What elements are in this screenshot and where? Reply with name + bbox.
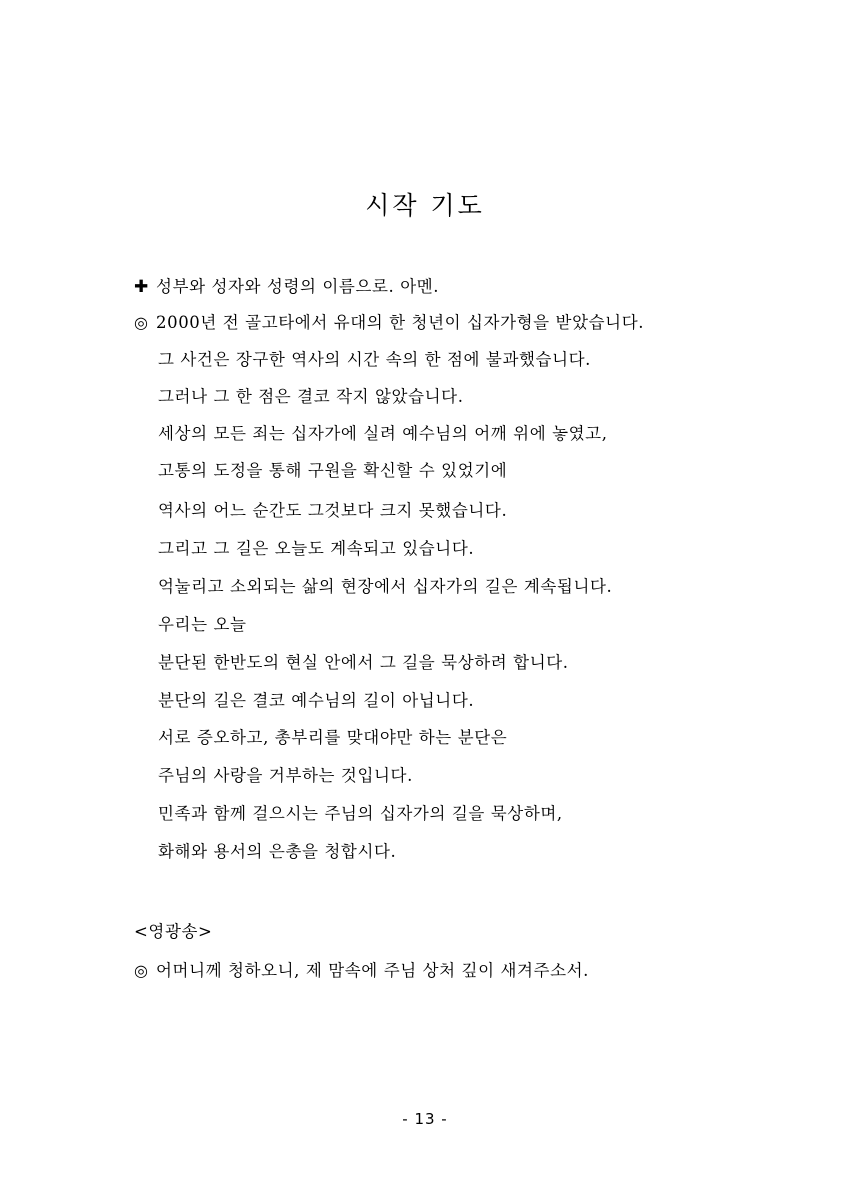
page-number: - 13 - [402, 1110, 448, 1128]
double-circle-icon: ◎ [134, 313, 149, 332]
prayer-line: 그러나 그 한 점은 결코 작지 않았습니다. [158, 387, 464, 406]
hymn-text: 어머니께 청하오니, 제 맘속에 주님 상처 깊이 새겨주소서. [156, 961, 590, 980]
prayer-line: 세상의 모든 죄는 십자가에 실려 예수님의 어깨 위에 놓였고, [158, 424, 608, 443]
prayer-line: 민족과 함께 걸으시는 주님의 십자가의 길을 묵상하며, [158, 804, 563, 823]
prayer-line: 역사의 어느 순간도 그것보다 크지 못했습니다. [158, 501, 508, 520]
prayer-line: 억눌리고 소외되는 삶의 현장에서 십자가의 길은 계속됩니다. [158, 577, 613, 596]
prayer-line: 주님의 사랑을 거부하는 것입니다. [158, 766, 413, 785]
double-circle-icon: ◎ [134, 961, 149, 980]
hymn-line [134, 961, 589, 981]
prayer-line: 고통의 도정을 통해 구원을 확신할 수 있었기에 [158, 461, 508, 480]
page-title: 시작 기도 [365, 191, 485, 220]
prayer-line: 화해와 용서의 은총을 청합시다. [158, 842, 397, 861]
prayer-line: 서로 증오하고, 총부리를 맞대야만 하는 분단은 [158, 728, 508, 747]
prayer-first-text: 2000년 전 골고타에서 유대의 한 청년이 십자가형을 받았습니다. [156, 313, 645, 332]
opening-line [134, 277, 439, 297]
prayer-line: 분단된 한반도의 현실 안에서 그 길을 묵상하려 합니다. [158, 653, 569, 672]
opening-text: 성부와 성자와 성령의 이름으로. 아멘. [156, 277, 440, 296]
prayer-line: 그리고 그 길은 오늘도 계속되고 있습니다. [158, 539, 475, 558]
prayer-line: 분단의 길은 결코 예수님의 길이 아닙니다. [158, 691, 475, 710]
hymn-label: <영광송> [134, 922, 213, 941]
prayer-first-line [134, 313, 644, 333]
prayer-line: 우리는 오늘 [158, 615, 247, 634]
prayer-line: 그 사건은 장구한 역사의 시간 속의 한 점에 불과했습니다. [158, 350, 592, 369]
cross-icon: ✚ [134, 277, 149, 297]
